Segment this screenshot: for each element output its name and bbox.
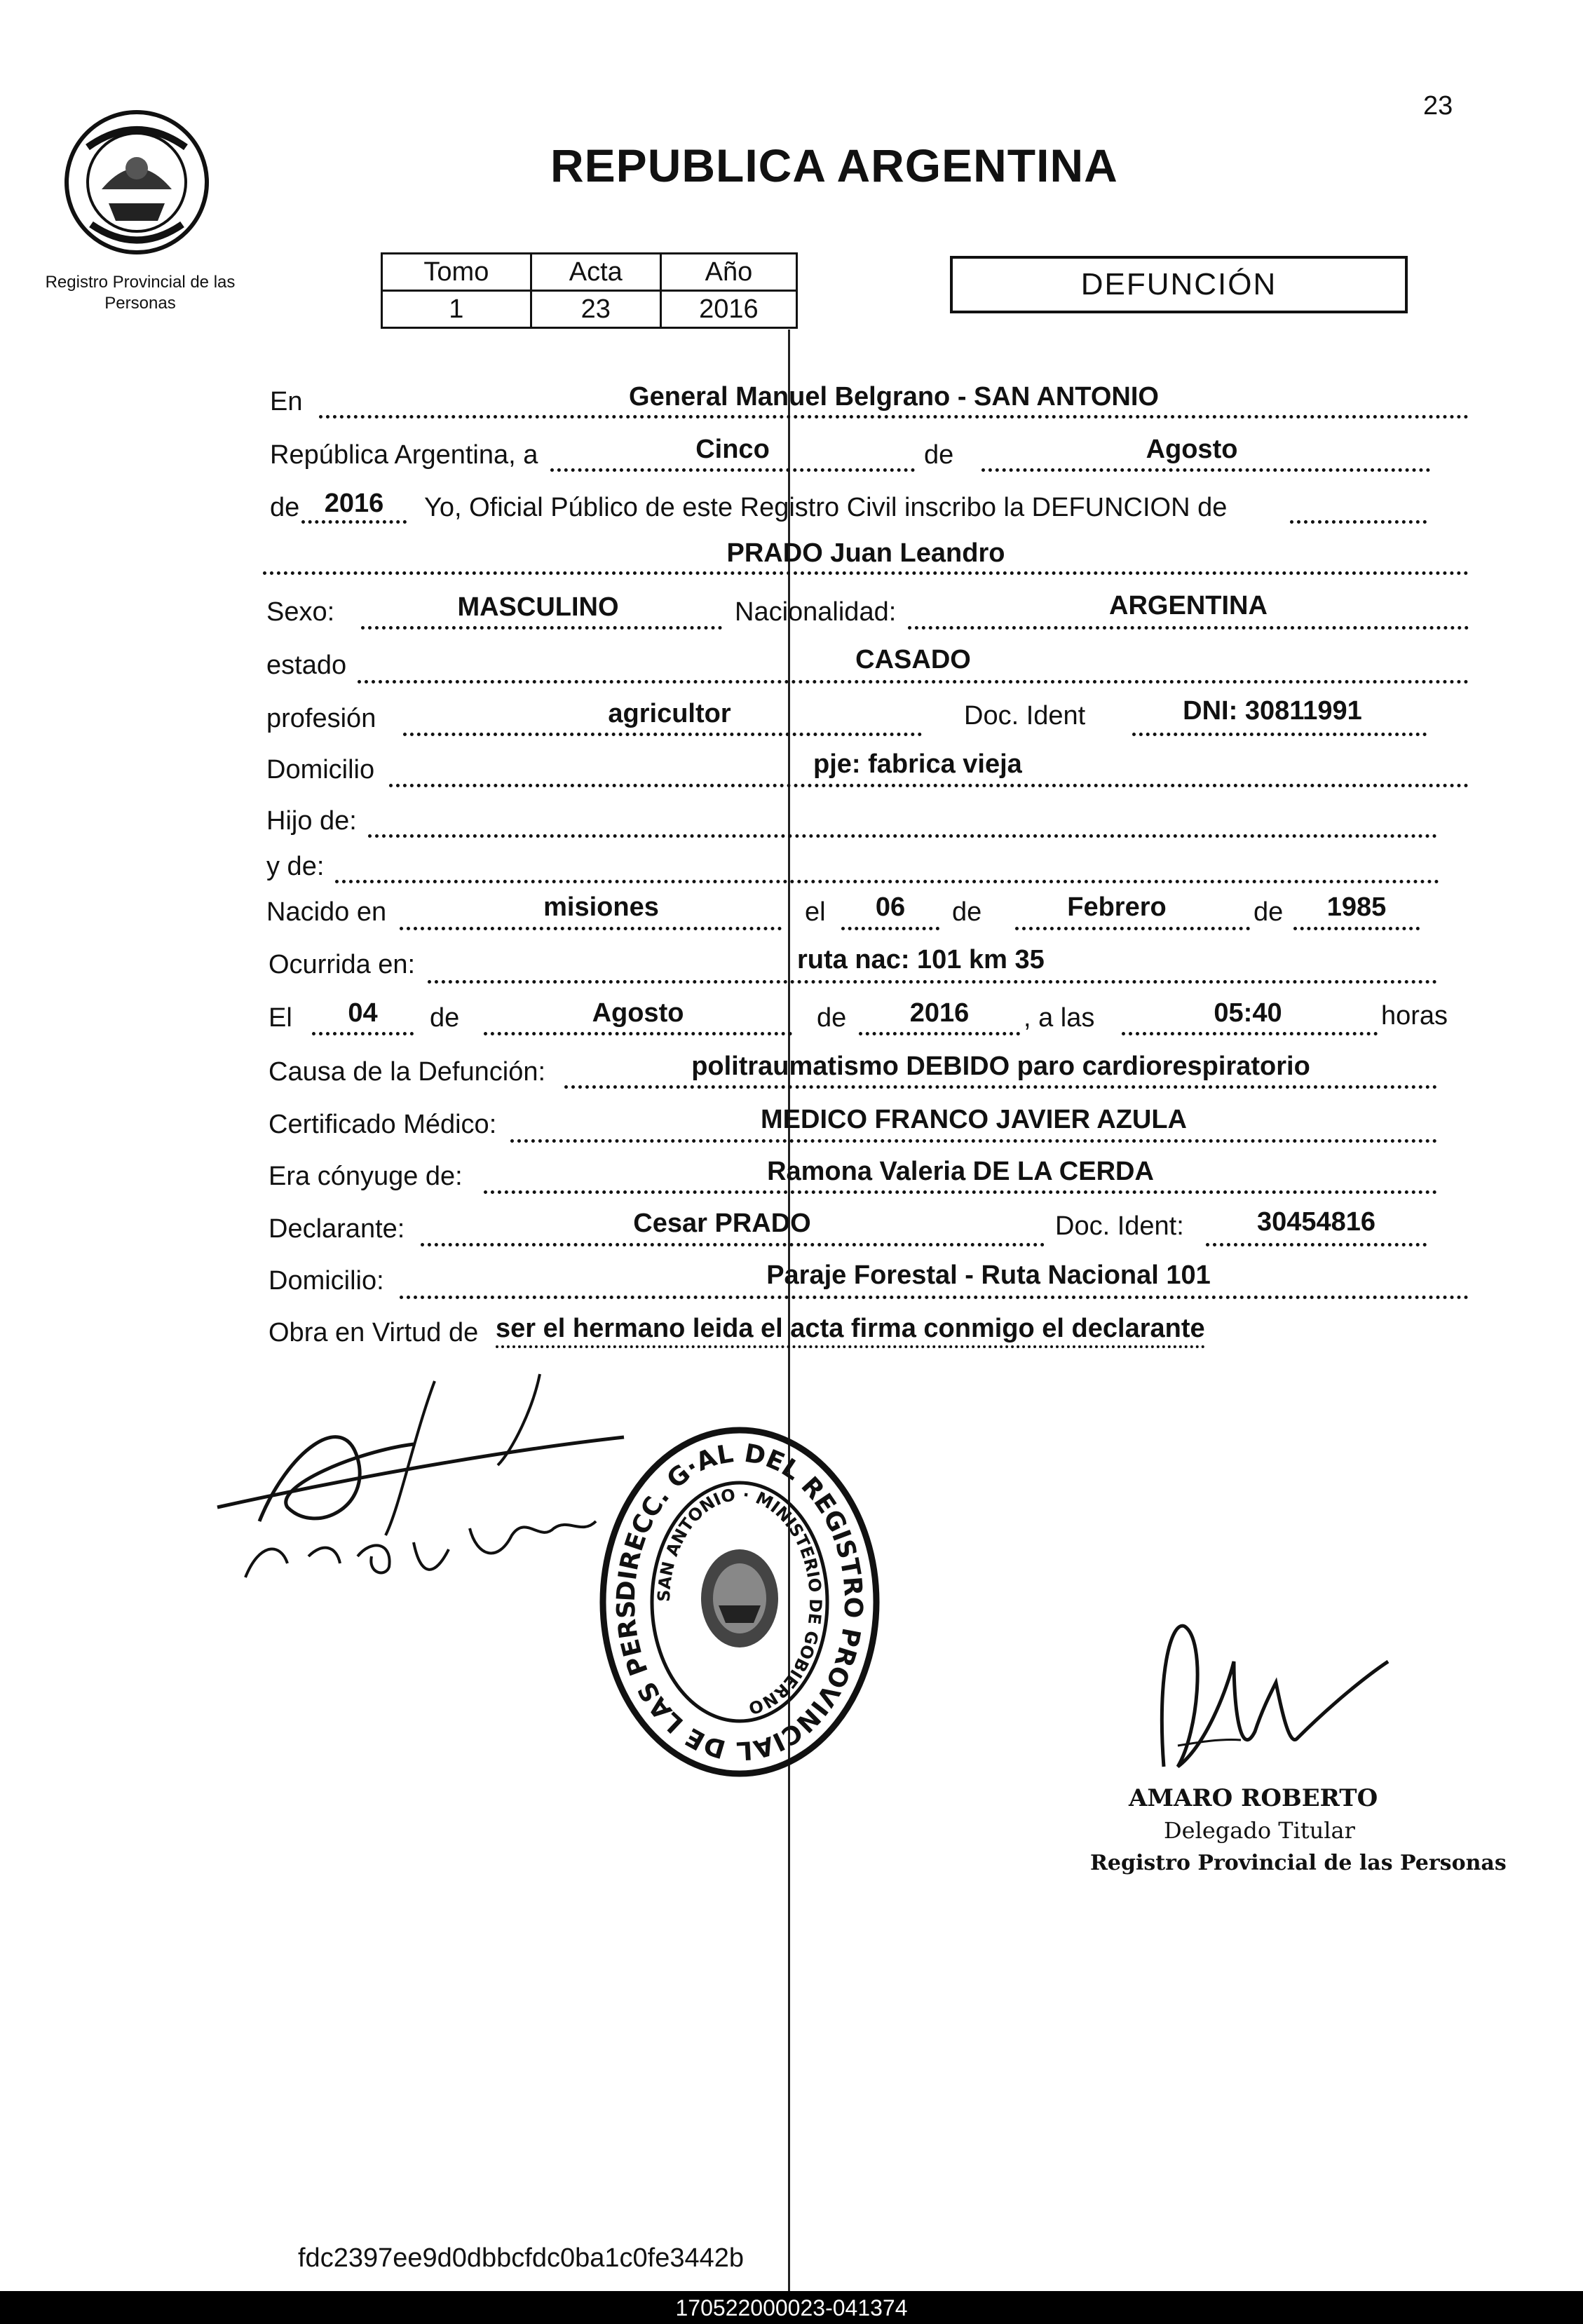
deceased-name-value: PRADO Juan Leandro	[726, 538, 1005, 568]
birth-year-value: 1985	[1326, 892, 1387, 922]
label-nacionalidad: Nacionalidad:	[735, 597, 897, 627]
label-domicilio-2: Domicilio:	[269, 1266, 384, 1296]
official-role: Delegado Titular	[1164, 1817, 1355, 1844]
dotted-line	[1015, 927, 1250, 930]
dotted-line	[403, 733, 922, 736]
anio-header: Año	[660, 254, 796, 291]
footer-code: 170522000023-041374	[675, 2295, 908, 2320]
dotted-line	[484, 1032, 792, 1035]
dotted-line	[400, 927, 782, 930]
place-value: General Manuel Belgrano - SAN ANTONIO	[629, 382, 1159, 412]
label-estado: estado	[266, 651, 347, 680]
birth-day-value: 06	[875, 892, 906, 922]
footer-bar	[0, 2291, 1583, 2324]
label-y-de: y de:	[266, 852, 325, 881]
dotted-line	[1132, 733, 1427, 736]
label-declarante: Declarante:	[269, 1214, 405, 1244]
dotted-line	[263, 571, 1469, 575]
label-causa: Causa de la Defunción:	[269, 1057, 546, 1087]
dotted-line	[319, 415, 1469, 419]
declarant-doc-value: 30454816	[1256, 1207, 1376, 1237]
dotted-line	[550, 468, 915, 472]
dotted-line	[389, 784, 1469, 787]
dotted-line	[428, 980, 1437, 984]
official-name: AMARO ROBERTO	[1129, 1784, 1378, 1812]
provincial-seal-icon	[60, 105, 214, 259]
label-obra: Obra en Virtud de	[269, 1318, 479, 1347]
label-de-1: de	[924, 440, 954, 470]
label-el-lower: el	[805, 897, 826, 927]
dni-value: DNI: 30811991	[1183, 696, 1362, 726]
label-horas: horas	[1381, 1001, 1448, 1031]
dotted-line	[335, 880, 1439, 883]
dotted-line	[1122, 1032, 1378, 1035]
acta-header: Acta	[531, 254, 660, 291]
dotted-line	[484, 1190, 1437, 1194]
dotted-line	[1290, 520, 1427, 524]
day-words-value: Cinco	[695, 435, 770, 464]
nationality-value: ARGENTINA	[1109, 591, 1268, 620]
label-sexo: Sexo:	[266, 597, 335, 627]
label-profesion: profesión	[266, 704, 376, 733]
death-place-value: ruta nac: 101 km 35	[797, 945, 1045, 974]
dotted-line	[981, 468, 1430, 472]
label-de-3: de	[952, 897, 982, 927]
tomo-value: 1	[382, 291, 531, 328]
tomo-header: Tomo	[382, 254, 531, 291]
registry-stamp	[592, 1423, 887, 1781]
dotted-line	[510, 1139, 1437, 1143]
document-hash: fdc2397ee9d0dbbcfdc0ba1c0fe3442b	[298, 2243, 745, 2273]
death-day-value: 04	[348, 998, 378, 1028]
label-en: En	[270, 387, 303, 416]
declarant-signature	[203, 1367, 638, 1591]
label-de-6: de	[817, 1003, 847, 1033]
dotted-line	[361, 626, 722, 630]
label-de-5: de	[430, 1003, 460, 1033]
registry-name: Registro Provincial de las Personas	[45, 273, 236, 313]
doctor-value: MEDICO FRANCO JAVIER AZULA	[761, 1105, 1187, 1134]
act-year-value: 2016	[324, 489, 384, 518]
label-hijo-de: Hijo de:	[266, 806, 357, 836]
dotted-line	[358, 680, 1469, 684]
label-republica: República Argentina, a	[270, 440, 538, 470]
dotted-line	[368, 834, 1437, 838]
dotted-line	[841, 927, 939, 930]
label-certificado: Certificado Médico:	[269, 1110, 497, 1139]
label-oficial: Yo, Oficial Público de este Registro Civil inscribo la DEFUNCION de	[424, 493, 1228, 522]
death-time-value: 05:40	[1214, 998, 1282, 1028]
spouse-value: Ramona Valeria DE LA CERDA	[767, 1157, 1154, 1186]
birth-place-value: misiones	[543, 892, 659, 922]
death-month-value: Agosto	[592, 998, 684, 1028]
record-table	[381, 252, 798, 329]
stamp-inner-text: SAN ANTONIO · MINISTERIO DE GOBIERNO	[653, 1484, 826, 1718]
label-doc-ident-2: Doc. Ident:	[1055, 1211, 1184, 1241]
label-a-las: , a las	[1024, 1003, 1095, 1033]
label-de-4: de	[1254, 897, 1284, 927]
official-office: Registro Provincial de las Personas	[1090, 1851, 1507, 1875]
official-signature	[1136, 1605, 1402, 1781]
label-de-2: de	[270, 493, 300, 522]
dotted-line	[1206, 1243, 1427, 1246]
dotted-line	[400, 1296, 1469, 1299]
acta-value: 23	[531, 291, 660, 328]
address-value: pje: fabrica vieja	[813, 749, 1022, 779]
sex-value: MASCULINO	[457, 592, 619, 622]
dotted-line	[908, 626, 1469, 630]
declarant-value: Cesar PRADO	[633, 1209, 811, 1238]
dotted-line	[564, 1085, 1437, 1089]
death-year-value: 2016	[909, 998, 970, 1028]
label-conyuge: Era cónyuge de:	[269, 1162, 463, 1191]
document-title: REPUBLICA ARGENTINA	[550, 140, 1118, 191]
label-el-upper: El	[269, 1003, 292, 1033]
anio-value: 2016	[660, 291, 796, 328]
act-type-box: DEFUNCIÓN	[950, 256, 1408, 313]
birth-month-value: Febrero	[1067, 892, 1167, 922]
act-month-value: Agosto	[1146, 435, 1238, 464]
declarant-address-value: Paraje Forestal - Ruta Nacional 101	[766, 1260, 1211, 1290]
label-doc-ident: Doc. Ident	[964, 701, 1086, 731]
stamp-outer-text: DIRECC. G·AL DEL REGISTRO PROVINCIAL DE LAS PERS	[611, 1439, 868, 1765]
label-ocurrida-en: Ocurrida en:	[269, 950, 416, 979]
obra-value: ser el hermano leida el acta firma conmigo el declarante	[496, 1314, 1205, 1348]
dotted-line	[1293, 927, 1420, 930]
label-domicilio: Domicilio	[266, 755, 375, 784]
dotted-line	[301, 520, 407, 524]
page-number: 23	[1423, 91, 1453, 121]
civil-status-value: CASADO	[855, 645, 971, 674]
profession-value: agricultor	[608, 699, 731, 728]
dotted-line	[421, 1243, 1045, 1246]
dotted-line	[312, 1032, 414, 1035]
label-nacido-en: Nacido en	[266, 897, 387, 927]
dotted-line	[859, 1032, 1020, 1035]
cause-of-death-value: politraumatismo DEBIDO paro cardiorespiratorio	[691, 1052, 1310, 1081]
